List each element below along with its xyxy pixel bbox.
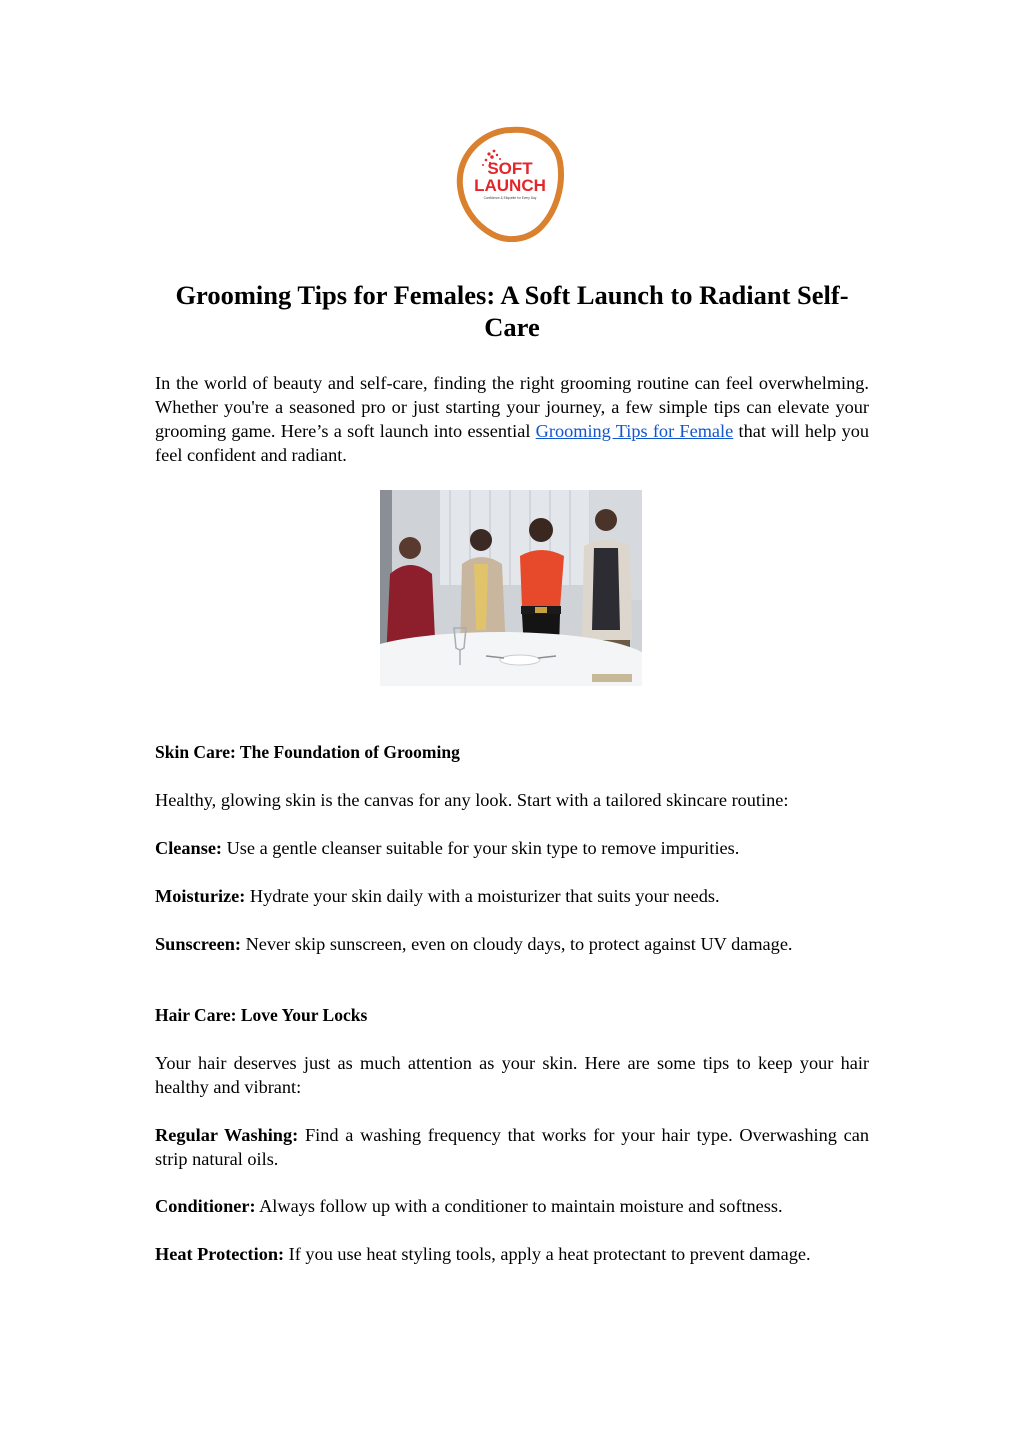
hair-care-intro-block (155, 1051, 869, 1099)
logo-line-1: SOFT (487, 159, 533, 178)
tip-label: Cleanse: (155, 838, 223, 858)
tip-conditioner (155, 1194, 869, 1218)
tip-regular-washing (155, 1123, 869, 1171)
tip-text: Find a washing frequency that works for your hair type. Overwashing can strip natural oils. (155, 1125, 869, 1169)
tip-text: If you use heat styling tools, apply a heat protectant to prevent damage. (284, 1244, 811, 1264)
tip-moisturize (155, 884, 869, 908)
tip-sunscreen (155, 932, 869, 956)
tip-label: Sunscreen: (155, 934, 241, 954)
intro-paragraph (155, 371, 869, 467)
hair-care-intro: Your hair deserves just as much attention as your skin. Here are some tips to keep your hair healthy and vibrant: (155, 1053, 869, 1097)
hair-care-heading: Hair Care: Love Your Locks (155, 1005, 368, 1025)
intro-text-before-link: In the world of beauty and self-care, finding the right grooming routine can feel overwhelming. Whether you're a seasoned pro or just starting your journey, a few simple tips can elevate your grooming game. Here’s a soft launch into essential (155, 373, 869, 441)
tip-label: Heat Protection: (155, 1244, 285, 1264)
skin-care-heading: Skin Care: The Foundation of Grooming (155, 742, 460, 762)
intro-text-after-link: that will help you feel confident and radiant. (155, 421, 870, 465)
grooming-tips-link[interactable]: Grooming Tips for Female (535, 421, 734, 441)
tip-cleanse (155, 836, 869, 860)
skin-care-intro-block (155, 788, 869, 812)
skin-care-intro: Healthy, glowing skin is the canvas for any look. Start with a tailored skincare routine: (155, 790, 789, 810)
group-training-photo (380, 490, 642, 686)
logo-line-2: LAUNCH (474, 176, 546, 195)
tip-heat-protection (155, 1242, 869, 1266)
logo-tagline: Confidence & Etiquette for Every Day (483, 196, 537, 200)
tip-text: Hydrate your skin daily with a moisturizer that suits your needs. (245, 886, 720, 906)
tip-text: Never skip sunscreen, even on cloudy days, to protect against UV damage. (241, 934, 793, 954)
tip-text: Always follow up with a conditioner to maintain moisture and softness. (255, 1196, 783, 1216)
photo-group-training-icon (380, 490, 642, 686)
page-title: Grooming Tips for Females: A Soft Launch to Radiant Self-Care (175, 280, 849, 342)
tip-label: Conditioner: (155, 1196, 256, 1216)
soft-launch-logo (456, 124, 566, 242)
tip-label: Moisturize: (155, 886, 246, 906)
skin-care-heading-block (155, 740, 869, 764)
tip-text: Use a gentle cleanser suitable for your skin type to remove impurities. (222, 838, 740, 858)
tip-label: Regular Washing: (155, 1125, 299, 1145)
hair-care-heading-block (155, 1003, 869, 1027)
